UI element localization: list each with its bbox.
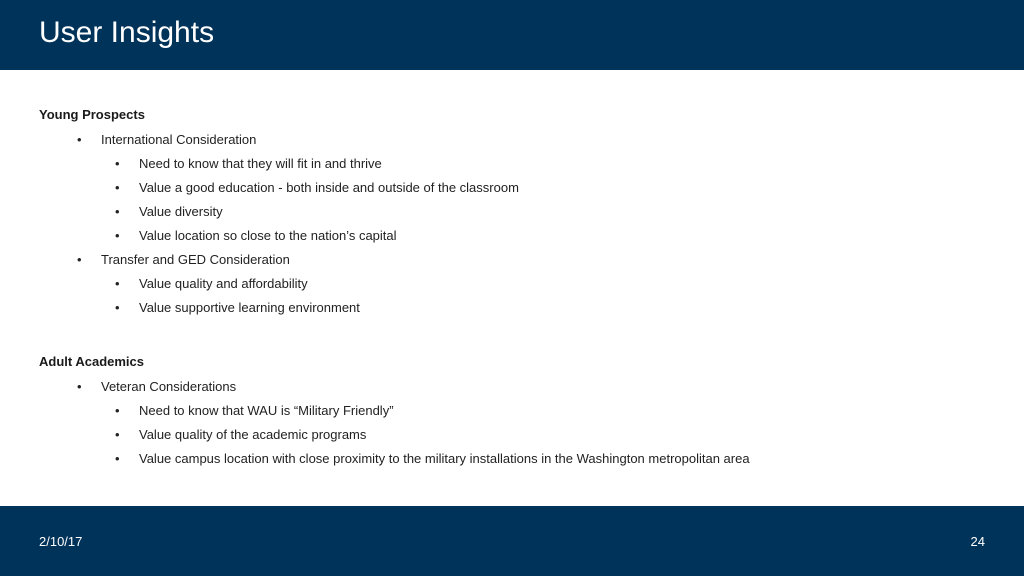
bullet-icon: •	[115, 300, 120, 315]
list-item-text: Value quality and affordability	[139, 276, 308, 291]
list-item-text: Value location so close to the nation’s capital	[139, 228, 397, 243]
list-item-label: Veteran Considerations	[101, 379, 237, 394]
list-item-label: Transfer and GED Consideration	[101, 252, 290, 267]
list-item-transfer-ged-consideration	[77, 252, 290, 268]
list-item	[115, 276, 308, 292]
bullet-icon: •	[115, 228, 120, 243]
bullet-icon: •	[115, 156, 120, 171]
list-item-text: Value supportive learning environment	[139, 300, 360, 315]
list-item	[115, 451, 750, 467]
bullet-icon: •	[77, 379, 82, 394]
list-item-text: Need to know that they will fit in and thrive	[139, 156, 382, 171]
list-item	[115, 156, 382, 172]
section-heading-young-prospects: Young Prospects	[39, 107, 145, 122]
slide-header	[0, 0, 1024, 70]
list-item	[115, 427, 367, 443]
list-item	[115, 300, 360, 316]
list-item-text: Value a good education - both inside and outside of the classroom	[139, 180, 519, 195]
bullet-icon: •	[115, 204, 120, 219]
bullet-icon: •	[115, 403, 120, 418]
bullet-icon: •	[77, 132, 82, 147]
footer-date: 2/10/17	[39, 534, 83, 549]
list-item-text: Value diversity	[139, 204, 223, 219]
bullet-icon: •	[77, 252, 82, 267]
list-item-text: Value campus location with close proximity to the military installations in the Washington metropolitan area	[139, 451, 750, 466]
section-heading-adult-academics: Adult Academics	[39, 354, 144, 369]
bullet-icon: •	[115, 451, 120, 466]
page-number: 24	[970, 534, 985, 549]
list-item	[115, 228, 397, 244]
list-item	[115, 403, 394, 419]
list-item-veteran-considerations	[77, 379, 237, 395]
list-item	[115, 204, 223, 220]
list-item-text: Need to know that WAU is “Military Friendly”	[139, 403, 394, 418]
list-item-text: Value quality of the academic programs	[139, 427, 367, 442]
list-item-label: International Consideration	[101, 132, 257, 147]
slide-title: User Insights	[39, 16, 215, 49]
slide-footer	[0, 506, 1024, 576]
bullet-icon: •	[115, 427, 120, 442]
list-item-international-consideration	[77, 132, 257, 148]
bullet-icon: •	[115, 276, 120, 291]
bullet-icon: •	[115, 180, 120, 195]
list-item	[115, 180, 519, 196]
slide-content	[0, 70, 1024, 506]
